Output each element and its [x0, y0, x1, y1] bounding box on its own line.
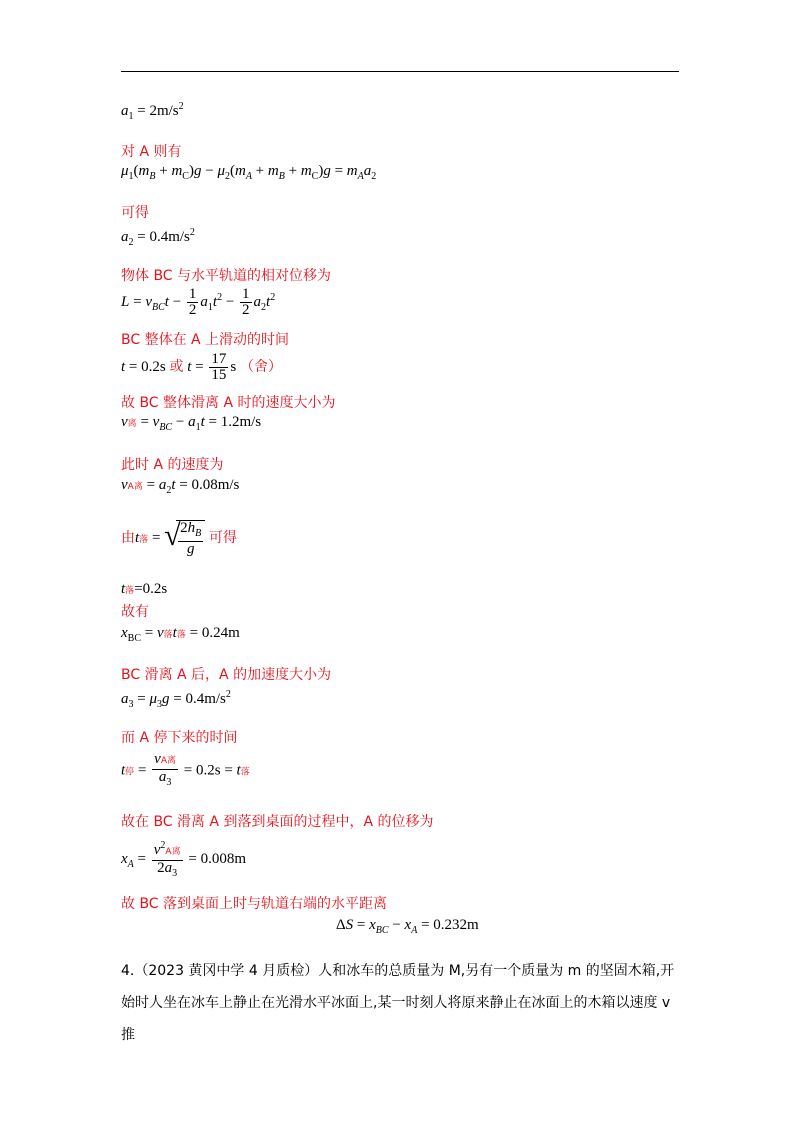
equation-fall-time: 由t落 = √ $\frac{2h_B}{g}$ 可得 — [121, 519, 238, 557]
equation-t-fall: t落=0.2s — [121, 581, 168, 597]
text-so: 故有 — [121, 604, 149, 620]
text-a-velocity: 此时 A 的速度为 — [121, 457, 224, 473]
equation-xa: $x_A$ = $\frac{v^2A离}{2a_3}$ = 0.008m — [121, 840, 246, 879]
text-a-displacement: 故在 BC 滑离 A 到落到桌面的过程中，A 的位移为 — [121, 814, 434, 830]
equation-xbc: $x_{BC} = v$落t落 = 0.24m — [121, 625, 240, 644]
text-velocity-leave: 故 BC 整体滑离 A 时的速度大小为 — [121, 395, 336, 411]
equation-t-stop: t停 = $\frac{\text{vA离}}{a_3}$ = 0.2s = t落 — [121, 751, 250, 788]
text-we-get: 可得 — [121, 205, 149, 221]
text-stop-time: 而 A 停下来的时间 — [121, 730, 238, 746]
text-slide-time: BC 整体在 A 上滑动的时间 — [121, 332, 290, 348]
equation-a1: $a_1 = 2m/s^2$ — [121, 101, 184, 122]
text-for-a: 对 A 则有 — [121, 144, 182, 160]
equation-force-a: $\mu_1(m_B + m_C)g - \mu_2(m_A + m_B + m_C)g = m_Aa_2$ — [121, 163, 377, 182]
equation-time: t = 0.2s 或 t = $\frac{17}{15}$ s （舍） — [121, 351, 282, 383]
equation-v-leave: v离 = $v_{BC} - a_1t = 1.2m/s$ — [121, 414, 262, 433]
text-a-accel: BC 滑离 A 后，A 的加速度大小为 — [121, 667, 332, 683]
equation-a3: $a_3 = \mu_3g = 0.4m/s^2$ — [121, 689, 231, 710]
equation-delta-s: $\Delta S = x_{BC} - x_A = 0.232m$ — [336, 917, 479, 936]
equation-a2: $a_2 = 0.4m/s^2$ — [121, 227, 195, 248]
equation-l: $L = v_{BC}t$ − $\frac{1}{2}$ $a_1t^2$ − $\frac{1}{2}$ $a_2t^2$ — [121, 286, 276, 318]
text-horizontal-distance: 故 BC 落到桌面上时与轨道右端的水平距离 — [121, 896, 388, 912]
text-relative-displacement: 物体 BC 与水平轨道的相对位移为 — [121, 268, 332, 284]
problem-4-text: 4.（2023 黄冈中学 4 月质检）人和冰车的总质量为 M,另有一个质量为 m 的坚固木箱,开始时人坐在冰车上静止在光滑水平冰面上,某一时刻人将原来静止在冰面上的木箱以速度 v 推 — [121, 963, 675, 1043]
equation-va-leave: vA离 = $a_2t = 0.08m/s$ — [121, 477, 240, 496]
header-rule — [121, 71, 679, 72]
